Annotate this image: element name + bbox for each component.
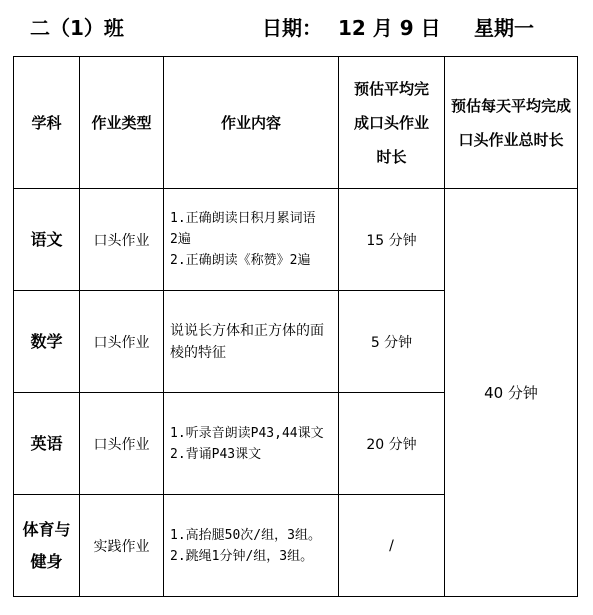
- page-header: [0, 8, 593, 42]
- content-line: 2遍: [170, 232, 191, 247]
- content-cell: [164, 291, 339, 393]
- col-header-total-time-line: 口头作业总时长: [458, 130, 564, 149]
- subject-cell: [14, 393, 80, 495]
- content-line: 2.正确朗读《称赞》2遍: [170, 253, 311, 268]
- content-line: 2.背诵P43课文: [170, 446, 262, 462]
- content-cell: [164, 189, 339, 291]
- subject-text: 语文: [30, 229, 63, 249]
- col-header-type: 作业类型: [80, 57, 164, 189]
- time-cell: 20 分钟: [339, 393, 445, 495]
- date-label: 日期：: [262, 16, 322, 40]
- col-header-subject: 学科: [14, 57, 80, 189]
- col-header-total-time-line: 预估每天平均完成: [450, 96, 571, 115]
- subject-text: 英语: [30, 433, 63, 453]
- table-row: [14, 189, 578, 291]
- type-cell: 口头作业: [80, 291, 164, 393]
- subject-cell: [14, 189, 80, 291]
- type-cell: 口头作业: [80, 393, 164, 495]
- col-header-estimated-time: [339, 57, 445, 189]
- content-line: 2.跳绳1分钟/组，3组。: [170, 548, 314, 564]
- col-header-estimated-time-line: 时长: [376, 147, 407, 166]
- subject-cell: [14, 495, 80, 597]
- weekday: 星期一: [474, 16, 534, 40]
- content-line: 棱的特征: [170, 344, 226, 361]
- content-cell: [164, 393, 339, 495]
- content-line: 1.正确朗读日积月累词语: [170, 211, 316, 226]
- content-line: 1.听录音朗读P43,44课文: [170, 425, 324, 441]
- header-row: [14, 57, 578, 189]
- subject-text: 健身: [30, 551, 63, 571]
- subject-cell: [14, 291, 80, 393]
- total-time-cell: 40 分钟: [445, 189, 578, 597]
- time-cell: /: [339, 495, 445, 597]
- time-cell: 5 分钟: [339, 291, 445, 393]
- time-cell: 15 分钟: [339, 189, 445, 291]
- content-cell: [164, 495, 339, 597]
- content-line: 说说长方体和正方体的面: [170, 322, 324, 339]
- content-line: 1.高抬腿50次/组，3组。: [170, 527, 321, 543]
- type-cell: 实践作业: [80, 495, 164, 597]
- subject-text: 体育与: [22, 519, 71, 539]
- homework-table: [13, 56, 578, 597]
- col-header-total-time: [445, 57, 578, 189]
- col-header-estimated-time-line: 成口头作业: [353, 113, 429, 132]
- class-name: 二（1）班: [30, 16, 124, 40]
- col-header-content: 作业内容: [164, 57, 339, 189]
- col-header-estimated-time-line: 预估平均完: [353, 79, 429, 98]
- type-cell: 口头作业: [80, 189, 164, 291]
- date-value: 12 月 9 日: [338, 16, 441, 40]
- subject-text: 数学: [30, 331, 63, 351]
